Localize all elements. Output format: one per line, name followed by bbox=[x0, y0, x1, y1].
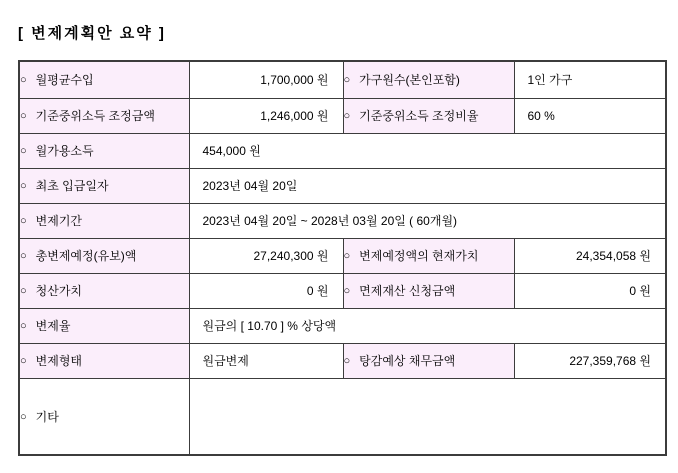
row-label bbox=[19, 61, 189, 98]
circle-bullet-icon: ○ bbox=[20, 215, 27, 227]
table-row bbox=[19, 203, 666, 238]
table-row bbox=[19, 273, 666, 308]
row-label-text: 가구원수(본인포함) bbox=[359, 73, 460, 88]
row-value: 원금의 [ 10.70 ] % 상당액 bbox=[189, 308, 666, 343]
row-value: 1,700,000 원 bbox=[189, 61, 343, 98]
table-row bbox=[19, 61, 666, 98]
page-title: [ 변제계획안 요약 ] bbox=[18, 25, 166, 42]
circle-bullet-icon: ○ bbox=[343, 285, 351, 297]
row-label-text: 탕감예상 채무금액 bbox=[359, 354, 456, 368]
row-label-text: 기준중위소득 조정비율 bbox=[359, 109, 479, 123]
row-label bbox=[343, 343, 514, 378]
table-row bbox=[19, 133, 666, 168]
circle-bullet-icon: ○ bbox=[343, 250, 351, 262]
circle-bullet-icon: ○ bbox=[20, 180, 27, 192]
summary-table bbox=[18, 60, 667, 456]
row-value: 227,359,768 원 bbox=[514, 343, 666, 378]
row-label-text: 변제형태 bbox=[35, 354, 83, 368]
row-label-text: 총변제예정(유보)액 bbox=[35, 249, 137, 263]
row-value bbox=[189, 378, 666, 455]
row-label-text: 면제재산 신청금액 bbox=[359, 284, 456, 298]
row-label-text: 변제예정액의 현재가치 bbox=[359, 249, 479, 263]
row-value: 2023년 04월 20일 bbox=[189, 168, 666, 203]
table-row bbox=[19, 98, 666, 133]
circle-bullet-icon: ○ bbox=[20, 250, 27, 262]
row-label-text: 변제율 bbox=[35, 319, 71, 333]
row-label bbox=[19, 168, 189, 203]
row-label-text: 변제기간 bbox=[35, 214, 83, 228]
row-label-text: 기타 bbox=[35, 409, 59, 424]
table-row bbox=[19, 168, 666, 203]
circle-bullet-icon: ○ bbox=[20, 285, 27, 297]
table-row bbox=[19, 308, 666, 343]
row-label bbox=[343, 273, 514, 308]
row-label bbox=[19, 238, 189, 273]
table-row bbox=[19, 238, 666, 273]
row-value: 454,000 원 bbox=[189, 133, 666, 168]
circle-bullet-icon: ○ bbox=[20, 410, 27, 423]
table-row bbox=[19, 378, 666, 455]
circle-bullet-icon: ○ bbox=[343, 110, 351, 122]
circle-bullet-icon: ○ bbox=[20, 320, 27, 332]
row-label-text: 기준중위소득 조정금액 bbox=[35, 109, 155, 123]
row-value: 27,240,300 원 bbox=[189, 238, 343, 273]
row-value: 0 원 bbox=[189, 273, 343, 308]
row-label bbox=[19, 133, 189, 168]
summary-table-body bbox=[19, 61, 666, 455]
circle-bullet-icon: ○ bbox=[343, 74, 351, 87]
circle-bullet-icon: ○ bbox=[20, 74, 27, 87]
row-value: 24,354,058 원 bbox=[514, 238, 666, 273]
circle-bullet-icon: ○ bbox=[20, 355, 27, 367]
row-value: 60 % bbox=[514, 98, 666, 133]
row-label bbox=[19, 98, 189, 133]
row-label bbox=[19, 343, 189, 378]
row-value: 1인 가구 bbox=[514, 61, 666, 98]
row-label bbox=[343, 98, 514, 133]
row-label bbox=[19, 308, 189, 343]
row-label bbox=[19, 378, 189, 455]
row-label-text: 월가용소득 bbox=[35, 144, 94, 158]
row-label bbox=[19, 273, 189, 308]
row-value: 2023년 04월 20일 ~ 2028년 03월 20일 ( 60개월) bbox=[189, 203, 666, 238]
row-label bbox=[343, 61, 514, 98]
row-value: 0 원 bbox=[514, 273, 666, 308]
row-label-text: 최초 입금일자 bbox=[35, 179, 109, 193]
circle-bullet-icon: ○ bbox=[343, 355, 351, 367]
row-label-text: 월평균수입 bbox=[35, 73, 94, 88]
table-row bbox=[19, 343, 666, 378]
row-value: 원금변제 bbox=[189, 343, 343, 378]
row-label bbox=[343, 238, 514, 273]
row-label-text: 청산가치 bbox=[35, 284, 83, 298]
circle-bullet-icon: ○ bbox=[20, 110, 27, 122]
circle-bullet-icon: ○ bbox=[20, 145, 27, 157]
row-value: 1,246,000 원 bbox=[189, 98, 343, 133]
row-label bbox=[19, 203, 189, 238]
